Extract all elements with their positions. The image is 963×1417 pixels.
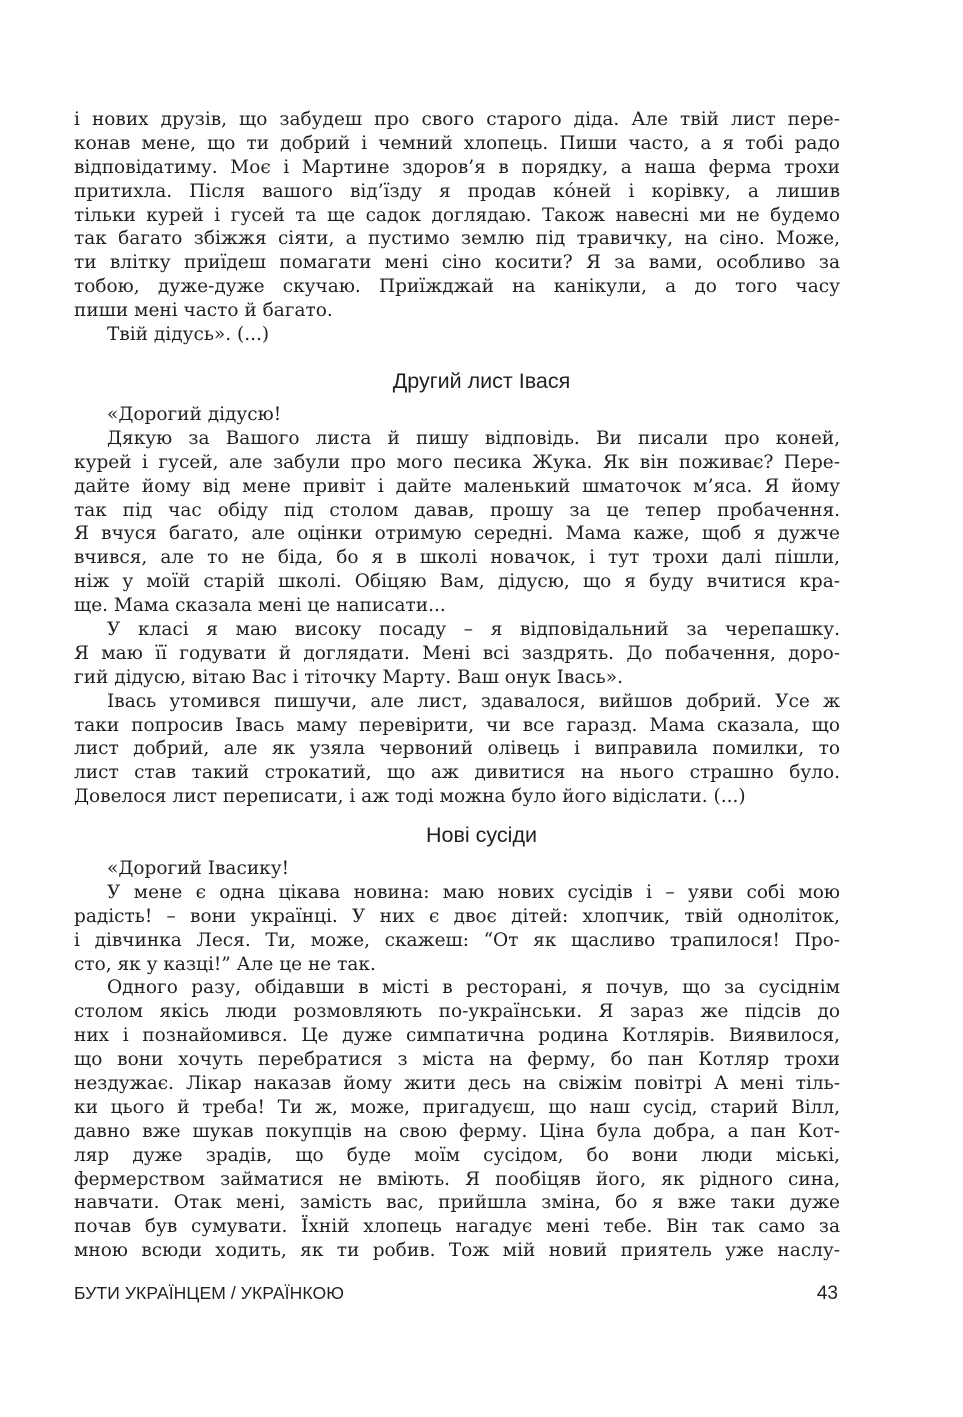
text-line: Я маю її годувати й доглядати. Мені всі заздрять. До побачення, доро-	[74, 642, 840, 664]
text-line: мною всюди ходить, як ти робив. Тож мій новий приятель уже наслу-	[74, 1240, 840, 1262]
text-line: фермерством займатися не вміють. Я пообіцяв його, як рідного сина,	[74, 1168, 840, 1190]
page-number: 43	[816, 1283, 838, 1304]
paragraph-second-letter	[74, 403, 840, 809]
text-line: конав мене, що ти добрий і чемний хлопець. Пиши часто, а я тобі радо	[74, 132, 840, 154]
running-title: БУТИ УКРАЇНЦЕМ / УКРАЇНКОЮ	[74, 1283, 344, 1303]
text-line: них і познайомився. Це дуже симпатична родина Котлярів. Виявилося,	[74, 1025, 840, 1047]
text-line: радість! – вони українці. У них є двоє дітей: хлопчик, твій одноліток,	[74, 905, 840, 927]
text-line: курей і гусей, але забули про мого песика Жука. Як він поживає? Пере-	[74, 451, 840, 473]
text-line: тільки курей і гусей та ще садок доглядаю. Також навесні ми не будемо	[74, 204, 840, 226]
text-line: так багато збіжжя сіяти, а пустимо землю під травичку, на сіно. Може,	[74, 228, 840, 250]
text-line: У класі я маю високу посаду – я відповідальний за черепашку.	[107, 619, 840, 641]
text-line: ти влітку приїдеш помагати мені сіно косити? Я за вами, особливо за	[74, 252, 840, 274]
text-line: навчати. Отак мені, замість вас, прийшла зміна, бо я вже таки дуже	[74, 1192, 840, 1214]
paragraph-new-neighbours	[74, 857, 840, 1263]
letter-greeting: «Дорогий Івасику!	[107, 858, 290, 879]
text-line: сто, як у казці!” Але це не так.	[74, 953, 376, 975]
text-line: лист добрий, але як узяла червоний олівець і виправила помилки, то	[74, 738, 840, 760]
text-line: Довелося лист переписати, і аж тоді можна було його відіслати. (...)	[74, 786, 746, 808]
text-line: ки цього й треба! Ти ж, може, пригадуєш, що наш сусід, старий Вілл,	[74, 1096, 840, 1118]
text-line: ляр дуже зрадів, що буде моїм сусідом, бо вони люди міські,	[74, 1144, 840, 1166]
text-line: тобою, дуже-дуже скучаю. Приїжджай на канікули, а до того часу	[74, 276, 840, 298]
text-line: Одного разу, обідавши в місті в ресторані, я почув, що за сусіднім	[107, 977, 840, 999]
text-line: притихла. Після вашого від’їзду я продав ко́ней і корівку, а лишив	[74, 180, 840, 202]
text-line: відповідатиму. Моє і Мартине здоров’я в порядку, а наша ферма трохи	[74, 156, 840, 178]
text-line: і дівчинка Леся. Ти, може, скажеш: “От як щасливо трапилося! Про-	[74, 929, 840, 951]
letter-greeting: «Дорогий дідусю!	[107, 404, 282, 425]
text-line: лист став такий строкатий, що аж дивитися на нього страшно було.	[74, 762, 840, 784]
text-line: гий дідусю, вітаю Вас і тіточку Марту. Ваш онук Івась».	[74, 666, 623, 688]
text-line: і нових друзів, що забудеш про свого старого діда. Але твій лист пере-	[74, 109, 840, 130]
text-line: таки попросив Івась маму перевірити, чи все гаразд. Мама сказала, що	[74, 714, 840, 736]
text-line: ще. Мама сказала мені це написати...	[74, 595, 446, 617]
text-line: Івась утомився пишучи, але лист, здавалося, вийшов добрий. Усе ж	[107, 690, 840, 712]
text-line: столом якісь люди розмовляють по-українськи. Я зараз же підсів до	[74, 1001, 840, 1023]
text-line: давно вже шукав покупців на свою ферму. Ціна була добра, а пан Кот-	[74, 1120, 840, 1142]
text-line: що вони хочуть перебратися з міста на ферму, бо пан Котляр трохи	[74, 1049, 840, 1071]
text-line: ніж у моїй старій школі. Обіцяю Вам, дідусю, що я буду вчитися кра-	[74, 571, 840, 593]
text-line: почав був сумувати. Їхній хлопець нагадує мені тебе. Він так само за	[74, 1216, 840, 1238]
text-line: пиши мені часто й багато.	[74, 300, 333, 322]
text-line: У мене є одна цікава новина: маю нових сусідів і – уяви собі мою	[107, 881, 840, 903]
section-heading-new-neighbours: Нові сусіди	[426, 823, 537, 847]
text-line: вчився, але то не біда, бо я в школі новачок, і тут трохи далі пішли,	[74, 547, 840, 569]
letter-signature: Твій дідусь». (...)	[107, 324, 270, 346]
text-line: Дякую за Вашого листа й пишу відповідь. Ви писали про коней,	[107, 427, 840, 449]
section-heading-second-letter: Другий лист Івася	[392, 369, 571, 393]
text-line: Я вчуся багато, але оцінки отримую середні. Мама каже, щоб я дужче	[74, 523, 840, 545]
paragraph-letter-continuation	[74, 108, 840, 347]
text-line: так під час обіду під столом давав, прошу за це тепер пробачення.	[74, 499, 840, 521]
text-line: нездужає. Лікар наказав йому жити десь на свіжім повітрі А мені тіль-	[74, 1073, 840, 1095]
text-line: дайте йому від мене привіт і дайте маленький шматочок м’яса. Я йому	[74, 475, 840, 497]
